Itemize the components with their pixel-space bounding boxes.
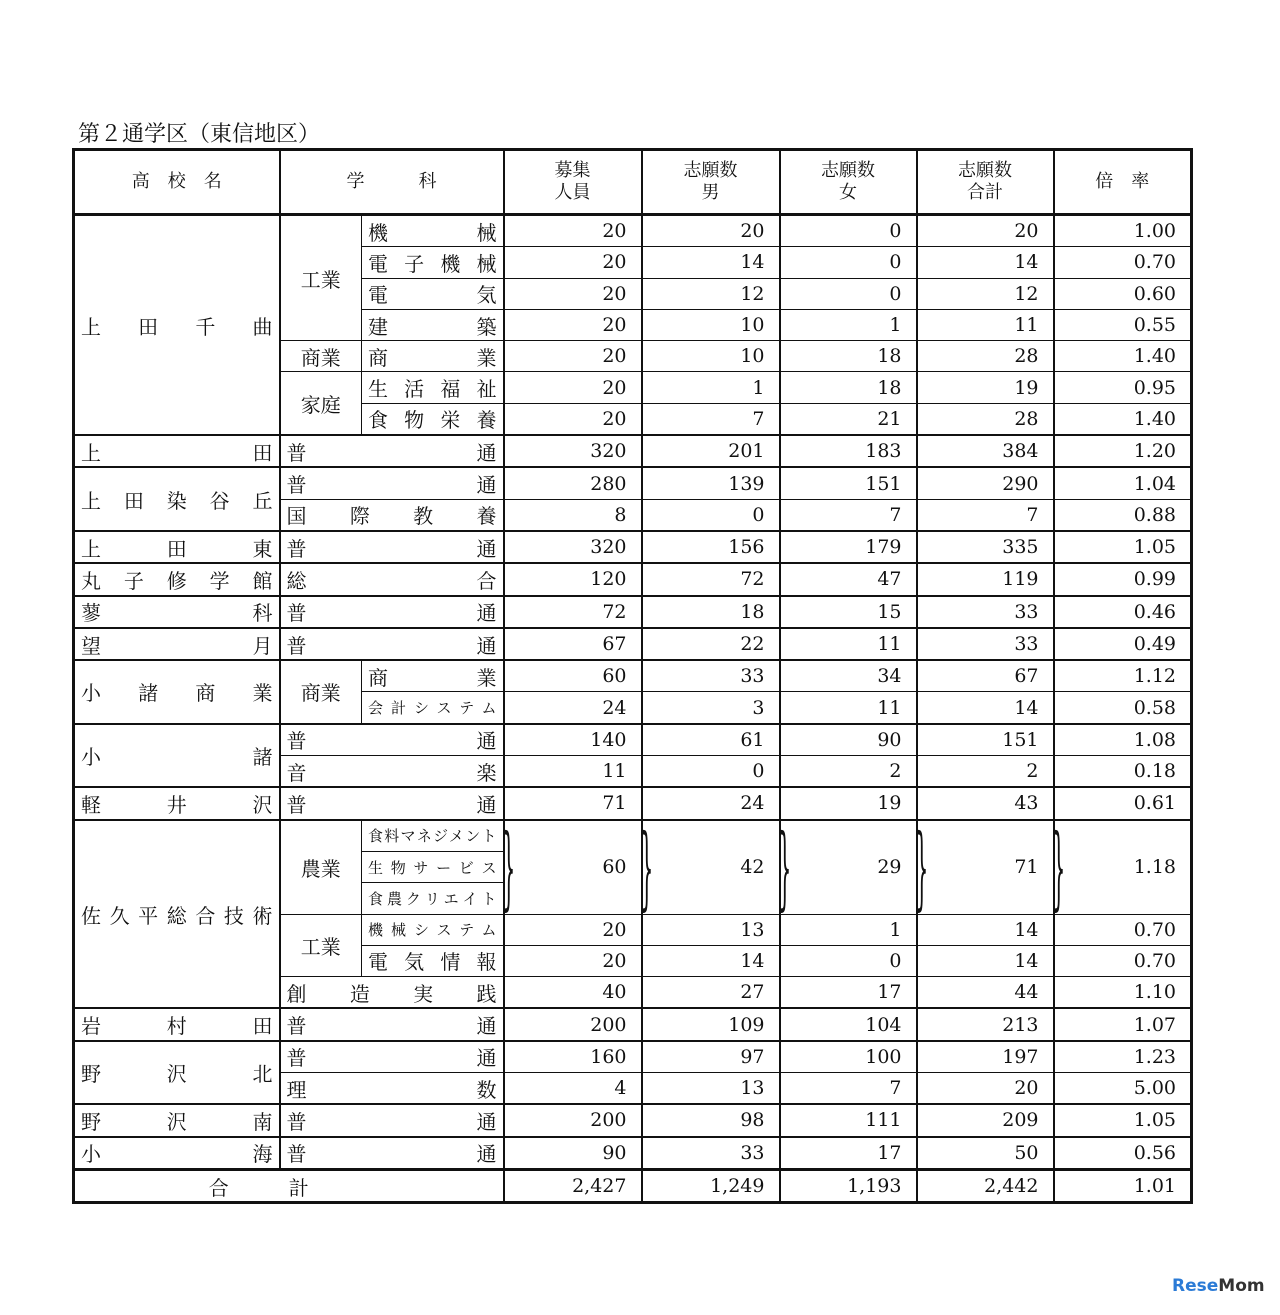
capacity-cell: 20 bbox=[504, 403, 642, 435]
ratio-cell: 0.70 bbox=[1054, 914, 1192, 945]
applicants-total-cell: 14 bbox=[917, 914, 1054, 945]
subject-group: 商業 bbox=[280, 341, 362, 372]
school-name: 軽井沢 bbox=[74, 787, 280, 819]
capacity-cell: 72 bbox=[504, 596, 642, 628]
capacity-cell: 60 bbox=[504, 660, 642, 692]
total-row bbox=[74, 1169, 1192, 1202]
capacity-cell: 40 bbox=[504, 977, 642, 1009]
applicants-female-cell: 7 bbox=[780, 499, 917, 531]
applicants-male-cell: 61 bbox=[642, 724, 780, 756]
school-name: 上田染谷丘 bbox=[74, 467, 280, 531]
applicants-female-cell: 104 bbox=[780, 1008, 917, 1040]
subject-name: 創造実践 bbox=[280, 977, 504, 1009]
ratio-cell: 1.05 bbox=[1054, 531, 1192, 563]
ratio-cell: 0.55 bbox=[1054, 309, 1192, 340]
applicants-male-cell: 33 bbox=[642, 1137, 780, 1170]
ratio-cell: 0.60 bbox=[1054, 278, 1192, 309]
ratio-cell: 1.05 bbox=[1054, 1104, 1192, 1136]
applicants-female-cell: 183 bbox=[780, 435, 917, 467]
applicants-total-cell: 335 bbox=[917, 531, 1054, 563]
applicants-female-cell: 0 bbox=[780, 278, 917, 309]
ratio-cell: 1.10 bbox=[1054, 977, 1192, 1009]
applicants-total-cell: 2 bbox=[917, 756, 1054, 788]
applicants-female-cell: 179 bbox=[780, 531, 917, 563]
school-name: 上田千曲 bbox=[74, 215, 280, 436]
applicants-female-cell: 111 bbox=[780, 1104, 917, 1136]
applicants-male-cell: 10 bbox=[642, 309, 780, 340]
capacity-cell: 24 bbox=[504, 692, 642, 724]
table-row bbox=[74, 787, 1192, 819]
table-row bbox=[74, 531, 1192, 563]
applicants-total-cell: 14 bbox=[917, 945, 1054, 976]
ratio-cell: 0.56 bbox=[1054, 1137, 1192, 1170]
ratio-cell: 0.61 bbox=[1054, 787, 1192, 819]
subject-name: 建築 bbox=[362, 309, 504, 340]
applicants-female-cell: 1 bbox=[780, 309, 917, 340]
applicants-female-cell: 15 bbox=[780, 596, 917, 628]
subject-name: 普通 bbox=[280, 628, 504, 660]
ratio-cell: 1.07 bbox=[1054, 1008, 1192, 1040]
table-row bbox=[74, 1137, 1192, 1170]
total-value-cell: 1.01 bbox=[1054, 1169, 1192, 1202]
ratio-cell: 1.40 bbox=[1054, 341, 1192, 372]
applicants-total-cell: 151 bbox=[917, 724, 1054, 756]
applicants-male-cell: 98 bbox=[642, 1104, 780, 1136]
applicants-male-cell: 156 bbox=[642, 531, 780, 563]
subject-name: 機械システム bbox=[362, 914, 504, 945]
applicants-male-cell: 1 bbox=[642, 372, 780, 403]
subject-name: 商業 bbox=[362, 341, 504, 372]
subject-name: 普通 bbox=[280, 1008, 504, 1040]
header-total: 志願数 合計 bbox=[917, 150, 1054, 215]
ratio-cell: 1.00 bbox=[1054, 215, 1192, 247]
table-row bbox=[74, 1041, 1192, 1073]
applicants-male-cell: 0 bbox=[642, 756, 780, 788]
subject-name: 普通 bbox=[280, 596, 504, 628]
ratio-cell: 5.00 bbox=[1054, 1073, 1192, 1105]
table-row bbox=[74, 1104, 1192, 1136]
applicants-male-cell: 7 bbox=[642, 403, 780, 435]
applicants-male-cell: 22 bbox=[642, 628, 780, 660]
subject-name: 音楽 bbox=[280, 756, 504, 788]
ratio-cell: } 1.18 bbox=[1054, 820, 1192, 914]
school-name: 上田東 bbox=[74, 531, 280, 563]
applicants-total-cell: 33 bbox=[917, 628, 1054, 660]
applicants-female-cell: 17 bbox=[780, 977, 917, 1009]
applicants-total-cell: 67 bbox=[917, 660, 1054, 692]
capacity-cell: 140 bbox=[504, 724, 642, 756]
capacity-cell: 200 bbox=[504, 1104, 642, 1136]
subject-group: 工業 bbox=[280, 914, 362, 977]
applicants-male-cell: 33 bbox=[642, 660, 780, 692]
total-value-cell: 2,427 bbox=[504, 1169, 642, 1202]
applicants-female-cell: 151 bbox=[780, 467, 917, 499]
total-value-cell: 1,249 bbox=[642, 1169, 780, 1202]
subject-name: 生活福祉 bbox=[362, 372, 504, 403]
applicants-total-cell: 14 bbox=[917, 692, 1054, 724]
applicants-total-cell: 44 bbox=[917, 977, 1054, 1009]
capacity-cell: 20 bbox=[504, 309, 642, 340]
applicants-total-cell: 20 bbox=[917, 215, 1054, 247]
applicants-male-cell: 24 bbox=[642, 787, 780, 819]
ratio-cell: 1.04 bbox=[1054, 467, 1192, 499]
school-name: 上田 bbox=[74, 435, 280, 467]
applicants-female-cell: } 29 bbox=[780, 820, 917, 914]
applicants-female-cell: 11 bbox=[780, 628, 917, 660]
table-row bbox=[74, 596, 1192, 628]
ratio-cell: 0.49 bbox=[1054, 628, 1192, 660]
applicants-total-cell: 290 bbox=[917, 467, 1054, 499]
capacity-cell: 90 bbox=[504, 1137, 642, 1170]
applicants-male-cell: 14 bbox=[642, 945, 780, 976]
applicants-total-cell: 197 bbox=[917, 1041, 1054, 1073]
applicants-total-cell: 50 bbox=[917, 1137, 1054, 1170]
school-name: 蓼科 bbox=[74, 596, 280, 628]
subject-name: 普通 bbox=[280, 1137, 504, 1170]
applicants-female-cell: 0 bbox=[780, 945, 917, 976]
capacity-cell: 67 bbox=[504, 628, 642, 660]
capacity-cell: 160 bbox=[504, 1041, 642, 1073]
subject-group: 農業 bbox=[280, 820, 362, 914]
ratio-cell: 0.88 bbox=[1054, 499, 1192, 531]
capacity-cell: 280 bbox=[504, 467, 642, 499]
school-name: 小海 bbox=[74, 1137, 280, 1170]
ratio-cell: 1.23 bbox=[1054, 1041, 1192, 1073]
applicants-total-cell: 209 bbox=[917, 1104, 1054, 1136]
school-name: 望月 bbox=[74, 628, 280, 660]
total-value-cell: 1,193 bbox=[780, 1169, 917, 1202]
capacity-cell: 200 bbox=[504, 1008, 642, 1040]
applicants-male-cell: 72 bbox=[642, 563, 780, 595]
applicants-female-cell: 0 bbox=[780, 215, 917, 247]
capacity-cell: 4 bbox=[504, 1073, 642, 1105]
applicants-female-cell: 100 bbox=[780, 1041, 917, 1073]
header-male: 志願数 男 bbox=[642, 150, 780, 215]
application-table bbox=[72, 148, 1193, 1204]
school-name: 小諸商業 bbox=[74, 660, 280, 724]
table-row bbox=[74, 820, 1192, 852]
applicants-male-cell: 18 bbox=[642, 596, 780, 628]
table-title: 第２通学区（東信地区） bbox=[78, 122, 321, 147]
total-value-cell: 2,442 bbox=[917, 1169, 1054, 1202]
ratio-cell: 1.40 bbox=[1054, 403, 1192, 435]
applicants-male-cell: 109 bbox=[642, 1008, 780, 1040]
applicants-male-cell: 27 bbox=[642, 977, 780, 1009]
capacity-cell: 320 bbox=[504, 435, 642, 467]
capacity-cell: 8 bbox=[504, 499, 642, 531]
subject-name: 食料マネジメント bbox=[362, 820, 504, 852]
applicants-male-cell: } 42 bbox=[642, 820, 780, 914]
applicants-total-cell: 213 bbox=[917, 1008, 1054, 1040]
applicants-male-cell: 3 bbox=[642, 692, 780, 724]
subject-name: 機械 bbox=[362, 215, 504, 247]
applicants-female-cell: 11 bbox=[780, 692, 917, 724]
subject-name: 普通 bbox=[280, 1041, 504, 1073]
school-name: 野沢北 bbox=[74, 1041, 280, 1105]
ratio-cell: 0.95 bbox=[1054, 372, 1192, 403]
table-row bbox=[74, 563, 1192, 595]
applicants-total-cell: 28 bbox=[917, 341, 1054, 372]
ratio-cell: 0.46 bbox=[1054, 596, 1192, 628]
subject-name: 国際教養 bbox=[280, 499, 504, 531]
applicants-female-cell: 17 bbox=[780, 1137, 917, 1170]
table-row bbox=[74, 467, 1192, 499]
subject-name: 会計システム bbox=[362, 692, 504, 724]
applicants-total-cell: 14 bbox=[917, 247, 1054, 278]
capacity-cell: 71 bbox=[504, 787, 642, 819]
applicants-male-cell: 97 bbox=[642, 1041, 780, 1073]
subject-name: 理数 bbox=[280, 1073, 504, 1105]
subject-group: 工業 bbox=[280, 215, 362, 341]
table-row bbox=[74, 435, 1192, 467]
subject-name: 普通 bbox=[280, 724, 504, 756]
ratio-cell: 0.70 bbox=[1054, 945, 1192, 976]
header-row bbox=[74, 150, 1192, 215]
capacity-cell: 20 bbox=[504, 247, 642, 278]
subject-name: 普通 bbox=[280, 1104, 504, 1136]
subject-name: 商業 bbox=[362, 660, 504, 692]
header-subject: 学 科 bbox=[280, 150, 504, 215]
applicants-female-cell: 34 bbox=[780, 660, 917, 692]
applicants-male-cell: 0 bbox=[642, 499, 780, 531]
table-row bbox=[74, 1008, 1192, 1040]
applicants-male-cell: 139 bbox=[642, 467, 780, 499]
applicants-female-cell: 7 bbox=[780, 1073, 917, 1105]
applicants-male-cell: 12 bbox=[642, 278, 780, 309]
applicants-female-cell: 90 bbox=[780, 724, 917, 756]
table-row bbox=[74, 215, 1192, 247]
header-ratio: 倍 率 bbox=[1054, 150, 1192, 215]
school-name: 小諸 bbox=[74, 724, 280, 788]
applicants-total-cell: } 71 bbox=[917, 820, 1054, 914]
applicants-female-cell: 18 bbox=[780, 372, 917, 403]
ratio-cell: 0.99 bbox=[1054, 563, 1192, 595]
applicants-male-cell: 14 bbox=[642, 247, 780, 278]
applicants-total-cell: 28 bbox=[917, 403, 1054, 435]
ratio-cell: 0.18 bbox=[1054, 756, 1192, 788]
school-name: 丸子修学館 bbox=[74, 563, 280, 595]
school-name: 岩村田 bbox=[74, 1008, 280, 1040]
applicants-total-cell: 7 bbox=[917, 499, 1054, 531]
subject-group: 家庭 bbox=[280, 372, 362, 435]
applicants-female-cell: 47 bbox=[780, 563, 917, 595]
ratio-cell: 1.12 bbox=[1054, 660, 1192, 692]
subject-name: 普通 bbox=[280, 435, 504, 467]
applicants-male-cell: 13 bbox=[642, 914, 780, 945]
applicants-total-cell: 12 bbox=[917, 278, 1054, 309]
applicants-male-cell: 201 bbox=[642, 435, 780, 467]
applicants-male-cell: 20 bbox=[642, 215, 780, 247]
applicants-female-cell: 0 bbox=[780, 247, 917, 278]
subject-name: 食農クリエイト bbox=[362, 883, 504, 914]
ratio-cell: 1.20 bbox=[1054, 435, 1192, 467]
header-school: 高 校 名 bbox=[74, 150, 280, 215]
capacity-cell: 20 bbox=[504, 341, 642, 372]
capacity-cell: 20 bbox=[504, 914, 642, 945]
applicants-female-cell: 1 bbox=[780, 914, 917, 945]
capacity-cell: 120 bbox=[504, 563, 642, 595]
subject-name: 普通 bbox=[280, 467, 504, 499]
capacity-cell: 20 bbox=[504, 215, 642, 247]
ratio-cell: 0.58 bbox=[1054, 692, 1192, 724]
capacity-cell: 20 bbox=[504, 945, 642, 976]
capacity-cell: } 60 bbox=[504, 820, 642, 914]
subject-name: 電気 bbox=[362, 278, 504, 309]
applicants-total-cell: 33 bbox=[917, 596, 1054, 628]
applicants-total-cell: 384 bbox=[917, 435, 1054, 467]
capacity-cell: 11 bbox=[504, 756, 642, 788]
capacity-cell: 320 bbox=[504, 531, 642, 563]
subject-name: 電子機械 bbox=[362, 247, 504, 278]
subject-name: 生物サービス bbox=[362, 851, 504, 882]
applicants-male-cell: 10 bbox=[642, 341, 780, 372]
subject-name: 総合 bbox=[280, 563, 504, 595]
applicants-total-cell: 43 bbox=[917, 787, 1054, 819]
applicants-total-cell: 119 bbox=[917, 563, 1054, 595]
applicants-female-cell: 2 bbox=[780, 756, 917, 788]
table-row bbox=[74, 660, 1192, 692]
subject-group: 商業 bbox=[280, 660, 362, 724]
subject-name: 食物栄養 bbox=[362, 403, 504, 435]
applicants-male-cell: 13 bbox=[642, 1073, 780, 1105]
applicants-female-cell: 21 bbox=[780, 403, 917, 435]
subject-name: 普通 bbox=[280, 531, 504, 563]
capacity-cell: 20 bbox=[504, 278, 642, 309]
header-female: 志願数 女 bbox=[780, 150, 917, 215]
ratio-cell: 1.08 bbox=[1054, 724, 1192, 756]
applicants-total-cell: 19 bbox=[917, 372, 1054, 403]
school-name: 佐久平総合技術 bbox=[74, 820, 280, 1009]
total-label: 合計 bbox=[74, 1169, 504, 1202]
applicants-female-cell: 19 bbox=[780, 787, 917, 819]
header-capacity: 募集 人員 bbox=[504, 150, 642, 215]
subject-name: 普通 bbox=[280, 787, 504, 819]
school-name: 野沢南 bbox=[74, 1104, 280, 1136]
applicants-total-cell: 11 bbox=[917, 309, 1054, 340]
ratio-cell: 0.70 bbox=[1054, 247, 1192, 278]
subject-name: 電気情報 bbox=[362, 945, 504, 976]
table-row bbox=[74, 724, 1192, 756]
applicants-female-cell: 18 bbox=[780, 341, 917, 372]
capacity-cell: 20 bbox=[504, 372, 642, 403]
table-row bbox=[74, 628, 1192, 660]
applicants-total-cell: 20 bbox=[917, 1073, 1054, 1105]
resemom-logo: ReseMom bbox=[1172, 1276, 1265, 1296]
